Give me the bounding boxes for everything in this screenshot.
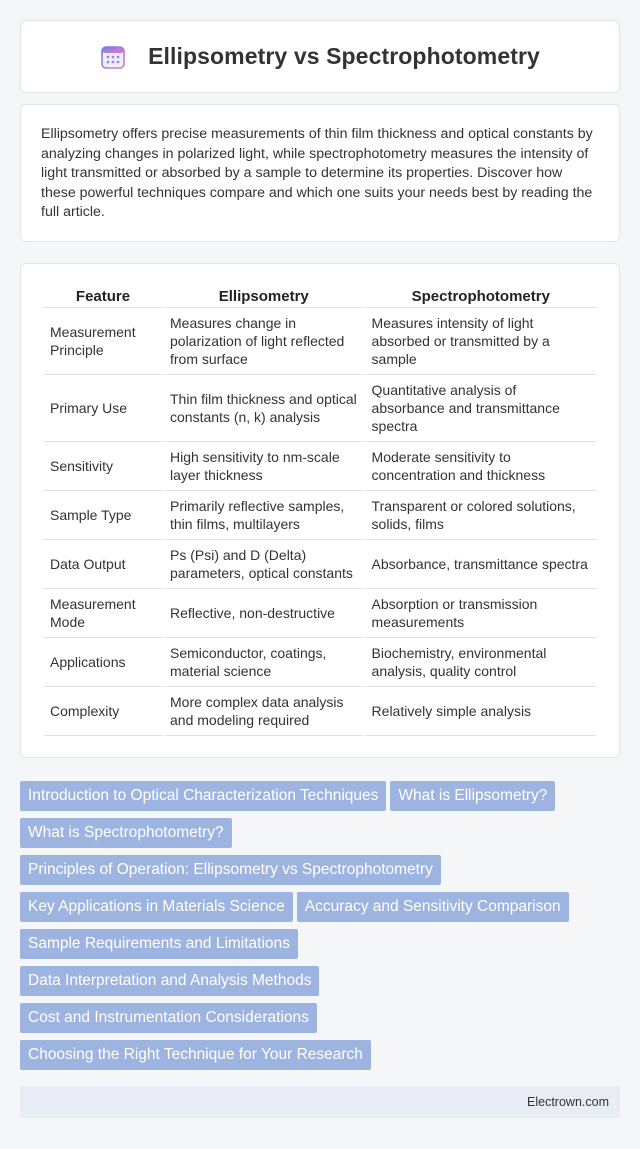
header-spectrophotometry: Spectrophotometry: [366, 284, 596, 308]
table-cell-spectrophotometry: Biochemistry, environmental analysis, quality control: [366, 638, 596, 687]
table-cell-feature: Measurement Principle: [44, 308, 162, 375]
table-cell-ellipsometry: Reflective, non-destructive: [164, 589, 364, 638]
table-row: [44, 375, 596, 442]
calendar-icon: [100, 44, 126, 70]
comparison-table-card: [20, 263, 620, 758]
table-cell-spectrophotometry: Transparent or colored solutions, solids, films: [366, 491, 596, 540]
table-row: [44, 589, 596, 638]
topic-link-what-is-spectrophotometry[interactable]: What is Spectrophotometry?: [20, 818, 232, 848]
comparison-table: [42, 284, 598, 736]
table-row: [44, 638, 596, 687]
table-cell-feature: Measurement Mode: [44, 589, 162, 638]
topic-link-data-interpretation[interactable]: Data Interpretation and Analysis Methods: [20, 966, 319, 996]
header-feature: Feature: [44, 284, 162, 308]
table-header-row: [44, 284, 596, 308]
table-cell-spectrophotometry: Measures intensity of light absorbed or transmitted by a sample: [366, 308, 596, 375]
footer-site-name[interactable]: Electrown.com: [527, 1095, 609, 1109]
table-cell-ellipsometry: Semiconductor, coatings, material science: [164, 638, 364, 687]
topic-link-introduction[interactable]: Introduction to Optical Characterization Techniques: [20, 781, 386, 811]
topic-link-principles[interactable]: Principles of Operation: Ellipsometry vs Spectrophotometry: [20, 855, 441, 885]
table-cell-feature: Sample Type: [44, 491, 162, 540]
table-row: [44, 491, 596, 540]
table-row: [44, 308, 596, 375]
topic-links: [20, 781, 620, 1077]
footer: [20, 1086, 620, 1118]
table-row: [44, 540, 596, 589]
table-cell-spectrophotometry: Quantitative analysis of absorbance and transmittance spectra: [366, 375, 596, 442]
table-cell-ellipsometry: Primarily reflective samples, thin films, multilayers: [164, 491, 364, 540]
table-cell-spectrophotometry: Absorption or transmission measurements: [366, 589, 596, 638]
topic-link-sample-requirements[interactable]: Sample Requirements and Limitations: [20, 929, 298, 959]
table-cell-spectrophotometry: Moderate sensitivity to concentration and thickness: [366, 442, 596, 491]
table-cell-feature: Primary Use: [44, 375, 162, 442]
table-cell-spectrophotometry: Relatively simple analysis: [366, 687, 596, 736]
table-cell-ellipsometry: Ps (Psi) and D (Delta) parameters, optical constants: [164, 540, 364, 589]
table-cell-feature: Applications: [44, 638, 162, 687]
table-row: [44, 687, 596, 736]
table-cell-feature: Sensitivity: [44, 442, 162, 491]
table-cell-feature: Data Output: [44, 540, 162, 589]
topic-link-choosing[interactable]: Choosing the Right Technique for Your Research: [20, 1040, 371, 1070]
header-ellipsometry: Ellipsometry: [164, 284, 364, 308]
table-cell-ellipsometry: Measures change in polarization of light reflected from surface: [164, 308, 364, 375]
topic-link-cost[interactable]: Cost and Instrumentation Considerations: [20, 1003, 317, 1033]
table-cell-feature: Complexity: [44, 687, 162, 736]
table-cell-ellipsometry: High sensitivity to nm-scale layer thickness: [164, 442, 364, 491]
intro-text: Ellipsometry offers precise measurements of thin film thickness and optical constants by analyzing changes in polarized light, while spectrophotometry measures the intensity of light transmitted or absorbed by a sample to determine its properties. Discover how these powerful techniques compare and which one suits your needs best by reading the full article.: [41, 126, 593, 221]
table-cell-spectrophotometry: Absorbance, transmittance spectra: [366, 540, 596, 589]
page-title: Ellipsometry vs Spectrophotometry: [148, 43, 540, 69]
table-cell-ellipsometry: Thin film thickness and optical constants (n, k) analysis: [164, 375, 364, 442]
topic-link-accuracy[interactable]: Accuracy and Sensitivity Comparison: [297, 892, 569, 922]
topic-link-what-is-ellipsometry[interactable]: What is Ellipsometry?: [390, 781, 555, 811]
topic-link-applications[interactable]: Key Applications in Materials Science: [20, 892, 293, 922]
intro-card: [20, 104, 620, 242]
table-cell-ellipsometry: More complex data analysis and modeling required: [164, 687, 364, 736]
title-card: [20, 20, 620, 93]
table-row: [44, 442, 596, 491]
